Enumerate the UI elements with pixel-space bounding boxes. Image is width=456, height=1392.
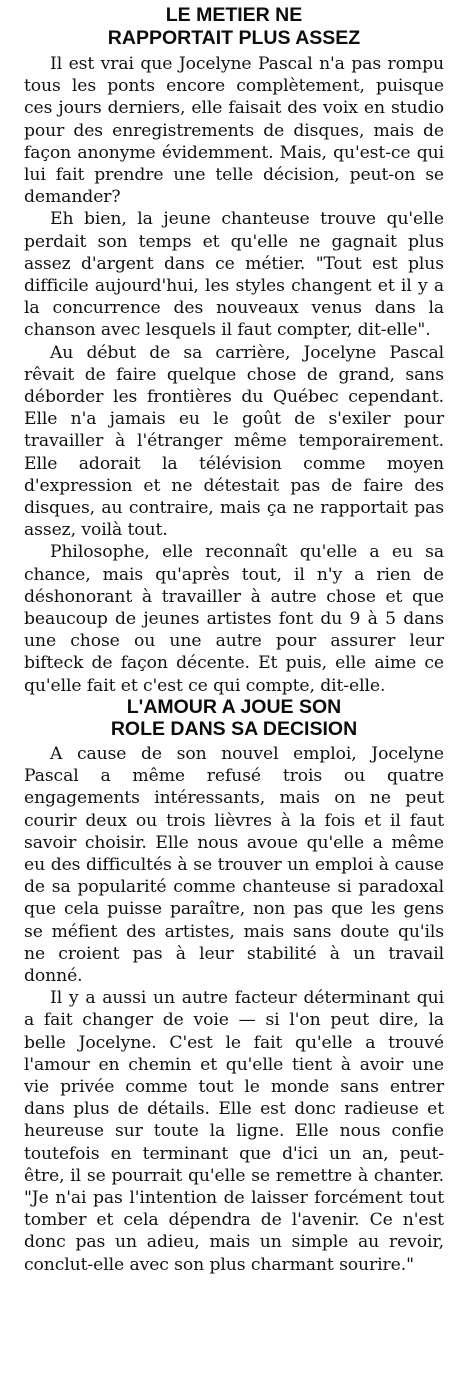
section-heading bbox=[24, 4, 444, 49]
article-paragraph: Eh bien, la jeune chanteuse trouve qu'elle perdait son temps et qu'elle ne gagnait plus assez d'argent dans ce métier. "Tout est plus difficile aujourd'hui, les styles changent et il y a la concurrence des nouveaux venus dans la chanson avec lesquels il faut compter, dit-elle". bbox=[24, 209, 444, 341]
article-paragraph: Il y a aussi un autre facteur déterminant qui a fait changer de voie — si l'on peut dire, la belle Jocelyne. C'est le fait qu'elle a trouvé l'amour en chemin et qu'elle tient à avoir une vie privée comme tout le monde sans entrer dans plus de détails. Elle est donc radieuse et heureuse sur toute la ligne. Elle nous confie toutefois en terminant que d'ici un an, peut-être, il se pourrait qu'elle se remettre à chanter. "Je n'ai pas l'intention de laisser forcément tout tomber et cela dépendra de l'avenir. Ce n'est donc pas un adieu, mais un simple au revoir, conclut-elle avec son plus charmant sourire." bbox=[24, 988, 444, 1275]
heading-line: ROLE DANS SA DECISION bbox=[110, 718, 358, 741]
heading-line: RAPPORTAIT PLUS ASSEZ bbox=[107, 26, 361, 49]
article-paragraph: Philosophe, elle reconnaît qu'elle a eu sa chance, mais qu'après tout, il n'y a rien de déshonorant à travailler à autre chose et que beaucoup de jeunes artistes font du 9 à 5 dans une chose ou une autre pour assurer leur bifteck de façon décente. Et puis, elle aime ce qu'elle fait et c'est ce qui compte, dit-elle. bbox=[24, 542, 444, 696]
heading-line: L'AMOUR A JOUE SON bbox=[126, 695, 342, 718]
article-column bbox=[24, 4, 444, 1276]
article-paragraph: Il est vrai que Jocelyne Pascal n'a pas rompu tous les ponts encore complètement, puisque ces jours derniers, elle faisait des voix en studio pour des enregistrements de disques, mais de façon anonyme évidemment. Mais, qu'est-ce qui lui fait prendre une telle décision, peut-on se demander? bbox=[24, 54, 444, 208]
section-heading bbox=[24, 696, 444, 741]
article-paragraph: A cause de son nouvel emploi, Jocelyne Pascal a même refusé trois ou quatre engagements intéressants, mais on ne peut courir deux ou trois lièvres à la fois et il faut savoir choisir. Elle nous avoue qu'elle a même eu des difficultés à se trouver un emploi à cause de sa popularité comme chanteuse si paradoxal que cela puisse paraître, non pas que les gens se méfient des artistes, mais sans doute qu'ils ne croient pas à leur stabilité à un travail donné. bbox=[24, 743, 444, 986]
heading-line: LE METIER NE bbox=[165, 4, 303, 26]
article-paragraph: Au début de sa carrière, Jocelyne Pascal rêvait de faire quelque chose de grand, sans déborder les frontières du Québec cependant. Elle n'a jamais eu le goût de s'exiler pour travailler à l'étranger même temporairement. Elle adorait la télévision comme moyen d'expression et ne détestait pas de faire des disques, au contraire, mais ça ne rapportait pas assez, voilà tout. bbox=[24, 342, 444, 541]
